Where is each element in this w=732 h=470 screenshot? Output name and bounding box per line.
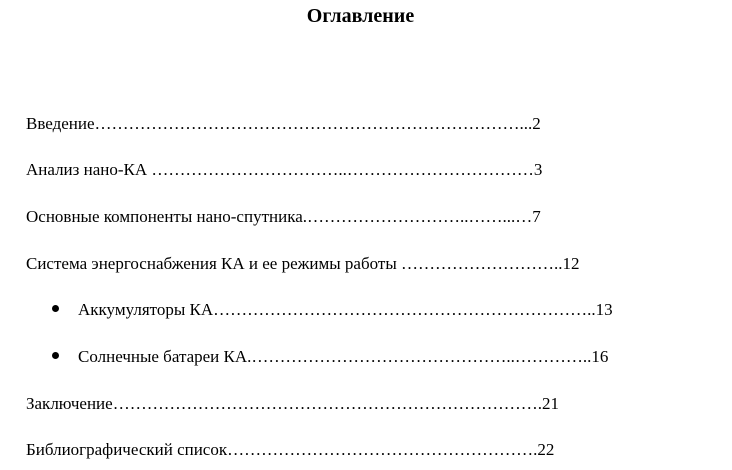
bullet-icon [52, 352, 59, 359]
toc-entry-power-system: Система энергоснабжения КА и ее режимы работы ………………………..12 [26, 254, 580, 273]
toc-entry-solar-panels: Солнечные батареи КА.………………………………………..…………..16 [78, 347, 609, 366]
toc-entry-nano-sat-analysis: Анализ нано-КА ……………………………..……………………………3 [26, 160, 543, 179]
toc-entry-batteries: Аккумуляторы КА…………………………………………………………..13 [78, 300, 613, 319]
toc-entry-introduction: Введение…………………………………………………………………...2 [26, 114, 541, 133]
bullet-icon [52, 305, 59, 312]
toc-entry-main-components: Основные компоненты нано-спутника.………………………..……...…7 [26, 207, 541, 226]
toc-entry-bibliography: Библиографический список……………………………………………….22 [26, 440, 555, 459]
toc-entry-conclusion: Заключение………………………………………………………………….21 [26, 394, 559, 413]
page-title: Оглавление [306, 5, 415, 27]
